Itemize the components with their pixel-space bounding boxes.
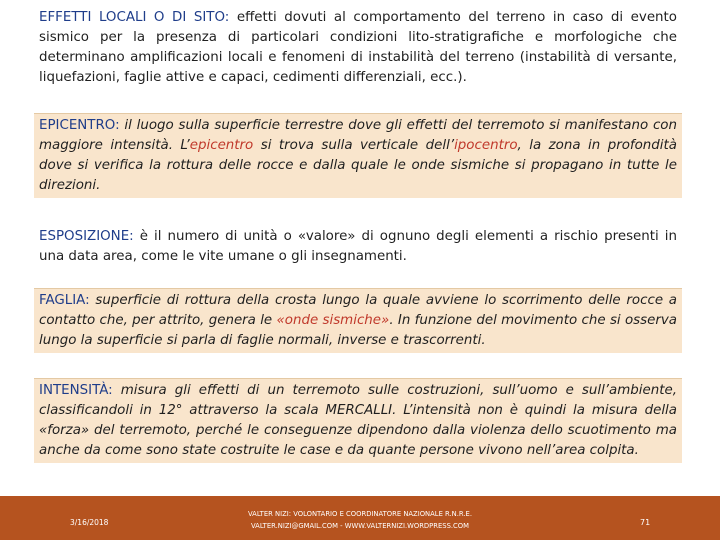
footer-author bbox=[210, 508, 510, 532]
term-effetti-locali: EFFETTI LOCALI O DI SITO: bbox=[39, 10, 230, 25]
slide-footer bbox=[0, 496, 720, 540]
definition-intensita bbox=[34, 378, 682, 463]
footer-date: 3/16/2018 bbox=[70, 518, 109, 527]
definition-esposizione bbox=[34, 225, 682, 269]
definition-text: . In funzione del movimento che si osserva lungo la superficie si parla di faglie normali, inverse e trascorrenti. bbox=[39, 313, 677, 348]
definition-text: effetti dovuti al comportamento del terreno in caso di evento sismico per la presenza di particolari condizioni lito-stratigrafiche e morfologiche che determinano amplificazioni locali e fenomeni di instabilità del terreno (instabilità di versante, liquefazioni, faglie attive e capaci, cedimenti differenziali, ecc.). bbox=[39, 10, 677, 85]
term-epicentro: EPICENTRO: bbox=[39, 118, 120, 133]
page-number: 71 bbox=[640, 518, 651, 527]
definition-text: è il numero di unità o «valore» di ognuno degli elementi a rischio presenti in una data area, come le vite umane o gli insegnamenti. bbox=[39, 229, 677, 264]
highlight-epicentro: epicentro bbox=[189, 138, 254, 153]
term-intensita: INTENSITÀ: bbox=[39, 383, 113, 398]
definition-epicentro bbox=[34, 113, 682, 198]
term-esposizione: ESPOSIZIONE: bbox=[39, 229, 134, 244]
definition-effetti-locali bbox=[34, 6, 682, 90]
footer-author-line: VALTER NIZI: VOLONTARIO E COORDINATORE NAZIONALE R.N.R.E. bbox=[247, 510, 473, 518]
definition-text: si trova sulla verticale dell’ bbox=[253, 138, 455, 153]
definition-text: , la zona in profondità dove si verifica la rottura delle rocce e dalla quale le onde sismiche si propagano in tutte le direzioni. bbox=[39, 138, 677, 193]
highlight-onde-sismiche: «onde sismiche» bbox=[276, 313, 390, 328]
definition-text: superficie di rottura della crosta lungo la quale avviene lo scorrimento delle rocce a contatto che, per attrito, genera le bbox=[39, 293, 677, 328]
definition-text: il luogo sulla superficie terrestre dove gli effetti del terremoto si manifestano con maggiore intensità. L’ bbox=[39, 118, 677, 153]
highlight-ipocentro: ipocentro bbox=[454, 138, 518, 153]
footer-contact-line: VALTER.NIZI@GMAIL.COM - WWW.VALTERNIZI.WORDPRESS.COM bbox=[250, 522, 470, 530]
definition-faglia bbox=[34, 288, 682, 353]
definition-text: misura gli effetti di un terremoto sulle costruzioni, sull’uomo e sull’ambiente, classificandoli in 12° attraverso la scala MERCALLI. L’intensità non è quindi la misura della «forza» del terremoto, perché le conseguenze dipendono dalla violenza dello scuotimento ma anche da come sono state costruite le case e da quante persone vivono nell’area colpita. bbox=[39, 383, 677, 458]
term-faglia: FAGLIA: bbox=[39, 293, 90, 308]
